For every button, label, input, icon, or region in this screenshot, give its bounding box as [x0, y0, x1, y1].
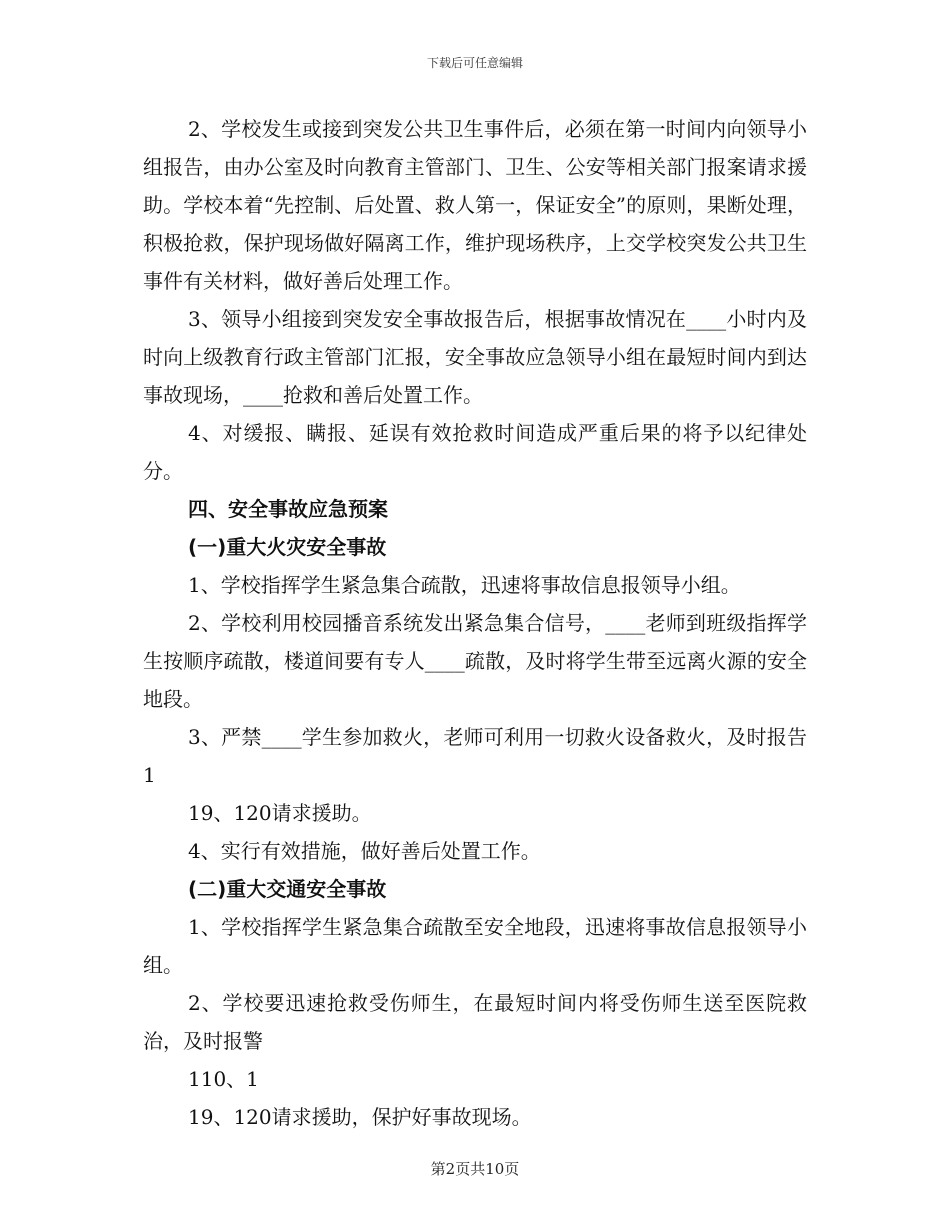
paragraph-fire-1: 1、学校指挥学生紧急集合疏散，迅速将事故信息报领导小组。 [188, 573, 741, 597]
paragraph-fire-2: 2、学校利用校园播音系统发出紧急集合信号，____老师到班级指挥学生按顺序疏散，楼道间要有专人____疏散，及时将学生带至远离火源的安全地段。 [143, 611, 807, 711]
paragraph-report-public-health: 2、学校发生或接到突发公共卫生事件后，必须在第一时间内向领导小组报告，由办公室及时向教育主管部门、卫生、公安等相关部门报案请求援助。学校本着“先控制、后处置、救人第一，保证安全”的原则，果断处理，积极抢救，保护现场做好隔离工作，维护现场秩序，上交学校突发公共卫生事件有关材料，做好善后处理工作。 [143, 117, 807, 293]
document-body [143, 110, 807, 1136]
header-note: 下载后可任意编辑 [426, 56, 523, 70]
paragraph-traffic-2-number: 110、1 [188, 1067, 259, 1091]
paragraph-discipline: 4、对缓报、瞒报、延误有效抢救时间造成严重后果的将予以纪律处分。 [143, 421, 807, 483]
page-number: 第2页共10页 [430, 1160, 520, 1178]
paragraph-traffic-1: 1、学校指挥学生紧急集合疏散至安全地段，迅速将事故信息报领导小组。 [143, 915, 807, 977]
paragraph-traffic-2-continued: 19、120请求援助，保护好事故现场。 [188, 1105, 532, 1129]
paragraph-fire-4: 4、实行有效措施，做好善后处置工作。 [188, 839, 541, 863]
subheading-fire-accident: (一)重大火灾安全事故 [188, 535, 387, 559]
subheading-traffic-accident: (二)重大交通安全事故 [188, 877, 387, 901]
section-heading-emergency-plan: 四、安全事故应急预案 [188, 497, 388, 521]
paragraph-fire-3: 3、严禁____学生参加救火，老师可利用一切救火设备救火，及时报告1 [143, 725, 807, 787]
paragraph-fire-3-continued: 19、120请求援助。 [188, 801, 372, 825]
paragraph-traffic-2: 2、学校要迅速抢救受伤师生，在最短时间内将受伤师生送至医院救治，及时报警 [143, 991, 807, 1053]
paragraph-leadership-report: 3、领导小组接到突发安全事故报告后，根据事故情况在____小时内及时向上级教育行政主管部门汇报，安全事故应急领导小组在最短时间内到达事故现场，____抢救和善后处置工作。 [143, 307, 807, 407]
